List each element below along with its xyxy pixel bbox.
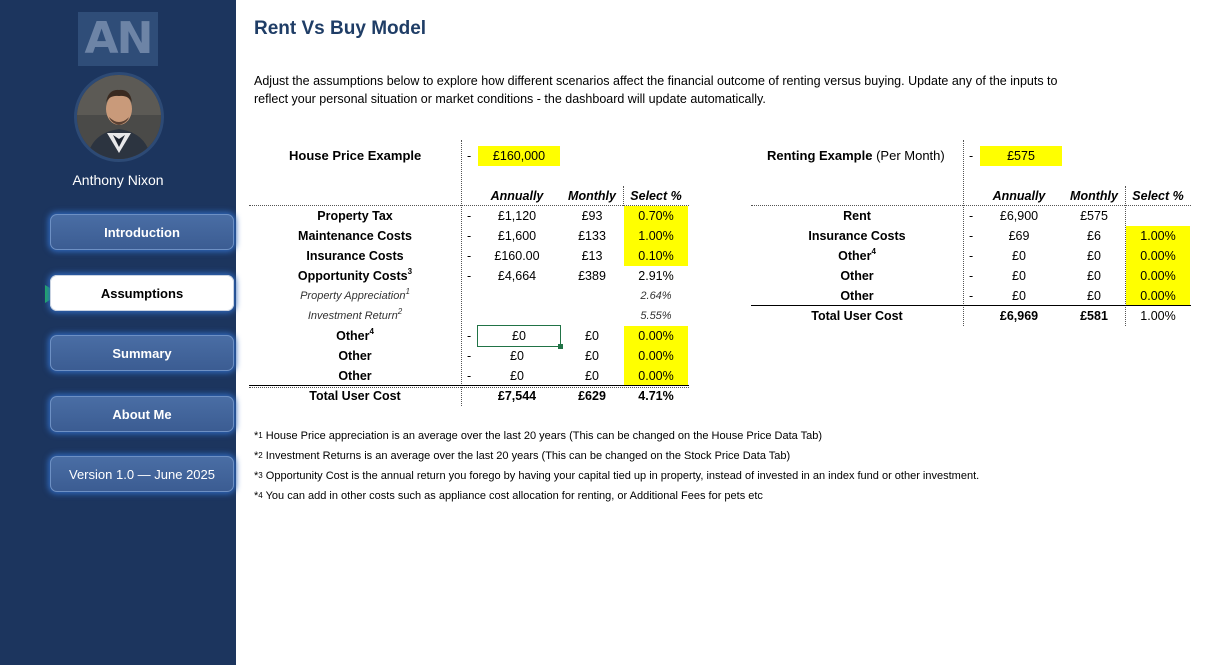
buy-row-annual: £1,600 xyxy=(497,229,537,243)
buy-row-annual: £4,664 xyxy=(497,269,537,283)
footnote xyxy=(254,430,822,442)
footnote-star: * xyxy=(254,470,259,482)
footnote-text: You can add in other costs such as appliance cost allocation for renting, or Additional Fees for pets etc xyxy=(265,490,763,502)
renting-label xyxy=(767,148,945,163)
buy-row-label xyxy=(249,326,461,346)
buy-row-dash: - xyxy=(467,329,472,343)
rent-row-dash: - xyxy=(969,229,974,243)
selected-cell-outline xyxy=(477,325,561,347)
buy-row-dash: - xyxy=(467,369,472,383)
rent-row-label: Other xyxy=(840,289,874,303)
footnote xyxy=(254,450,790,462)
rent-row-monthly: £575 xyxy=(1080,209,1108,223)
buy-total-label: Total User Cost xyxy=(309,389,401,403)
buy-row-monthly: £93 xyxy=(581,209,603,223)
avatar xyxy=(74,72,164,162)
buy-row-label-text: Property Appreciation xyxy=(300,290,406,302)
buy-row-monthly: £0 xyxy=(585,369,599,383)
footnote-marker: 4 xyxy=(871,247,876,256)
nav-introduction-button[interactable]: Introduction xyxy=(50,214,234,250)
logo-text: AN xyxy=(84,13,152,64)
buy-row-label: Insurance Costs xyxy=(306,249,404,263)
rent-row-monthly: £0 xyxy=(1087,249,1101,263)
buy-row-label: Maintenance Costs xyxy=(298,229,412,243)
buy-row-monthly: £13 xyxy=(581,249,603,263)
buy-row-label-text: Opportunity Costs xyxy=(297,269,408,283)
buy-row-dash: - xyxy=(467,209,472,223)
buy-row-annual: £160.00 xyxy=(494,249,540,263)
rent-row-monthly: £6 xyxy=(1087,229,1101,243)
rent-row-pct-input[interactable]: 0.00% xyxy=(1126,286,1190,306)
buy-col-monthly: Monthly xyxy=(568,189,616,203)
rent-header-dash: - xyxy=(969,149,974,163)
rent-total-monthly: £581 xyxy=(1080,309,1108,323)
buy-row-dash: - xyxy=(467,269,472,283)
buy-other-annual-input[interactable]: £0 xyxy=(512,329,526,343)
nav-about-button[interactable]: About Me xyxy=(50,396,234,432)
footnote-marker: 3 xyxy=(407,267,413,276)
buy-row-dash: - xyxy=(467,229,472,243)
buy-divider xyxy=(461,140,462,406)
footnote-marker: 2 xyxy=(397,307,403,316)
rent-row-annual[interactable]: £0 xyxy=(1012,289,1026,303)
footnote-star: * xyxy=(254,450,259,462)
rent-row-dash: - xyxy=(969,289,974,303)
footnote-text: Investment Returns is an average over the last 20 years (This can be changed on the Stock Price Data Tab) xyxy=(265,450,791,462)
footnote-marker: 1 xyxy=(405,287,410,296)
buy-col-annually: Annually xyxy=(490,189,544,203)
rent-row-annual: £69 xyxy=(1008,229,1030,243)
buy-row-dash: - xyxy=(467,349,472,363)
buy-row-pct: 2.91% xyxy=(638,269,674,283)
buy-total-monthly: £629 xyxy=(578,389,606,403)
house-price-label: House Price Example xyxy=(289,148,422,163)
buy-row-pct-input[interactable]: 1.00% xyxy=(624,226,688,246)
buy-row-annual: £1,120 xyxy=(497,209,537,223)
buy-row-monthly: £0 xyxy=(585,349,599,363)
buy-total-annual: £7,544 xyxy=(497,389,537,403)
buy-row-pct-input[interactable]: 0.00% xyxy=(624,346,688,366)
rent-row-dash: - xyxy=(969,249,974,263)
rent-row-label xyxy=(751,246,963,266)
buy-row-pct-input[interactable]: 0.00% xyxy=(624,326,688,346)
rent-col-annually: Annually xyxy=(992,189,1046,203)
buy-row-label xyxy=(249,306,461,326)
buy-row-monthly: £133 xyxy=(578,229,606,243)
rent-row-annual: £6,900 xyxy=(999,209,1039,223)
footnote-text: House Price appreciation is an average over the last 20 years (This can be changed on the House Price Data Tab) xyxy=(265,430,823,442)
footnote-marker: 4 xyxy=(369,327,374,336)
rent-row-pct xyxy=(1126,206,1190,226)
logo xyxy=(78,12,158,66)
house-price-dash: - xyxy=(467,149,472,163)
house-price-input[interactable]: £160,000 xyxy=(478,146,560,166)
buy-col-select: Select % xyxy=(630,189,682,203)
page-title: Rent Vs Buy Model xyxy=(254,18,427,39)
rent-input[interactable]: £575 xyxy=(980,146,1062,166)
rent-row-pct-input[interactable]: 0.00% xyxy=(1126,246,1190,266)
footnote-marker: 2 xyxy=(258,451,263,460)
buy-row-label-text: Investment Return xyxy=(307,310,398,322)
buy-select-divider xyxy=(623,186,624,206)
rent-row-annual[interactable]: £0 xyxy=(1012,269,1026,283)
rent-col-monthly: Monthly xyxy=(1070,189,1118,203)
sidebar xyxy=(0,0,236,665)
buy-total-pct: 4.71% xyxy=(638,389,674,403)
buy-row-pct-input[interactable]: 0.70% xyxy=(624,206,688,226)
user-name: Anthony Nixon xyxy=(72,172,164,188)
buy-row-annual[interactable]: £0 xyxy=(510,369,524,383)
buy-row-dash: - xyxy=(467,249,472,263)
footnote-marker: 4 xyxy=(258,491,263,500)
rent-total-label: Total User Cost xyxy=(811,309,903,323)
rent-total-annual: £6,969 xyxy=(999,309,1039,323)
rent-col-select: Select % xyxy=(1132,189,1184,203)
rent-divider xyxy=(963,140,964,326)
rent-row-dash: - xyxy=(969,209,974,223)
buy-row-label: Other xyxy=(338,369,372,383)
version-button[interactable]: Version 1.0 — June 2025 xyxy=(50,456,234,492)
buy-row-pct-input[interactable]: 0.10% xyxy=(624,246,688,266)
intro-text: Adjust the assumptions below to explore how different scenarios affect the financial outcome of renting versus buying. Update any of the inputs to reflect your personal situation or market conditions - the dashboard will update automatically. xyxy=(254,74,1058,106)
buy-row-monthly: £389 xyxy=(578,269,606,283)
footnote-text: Opportunity Cost is the annual return you forego by having your capital tied up in property, instead of invested in an index fund or other investment. xyxy=(265,470,980,482)
rent-row-label: Rent xyxy=(843,209,871,223)
rent-row-label: Insurance Costs xyxy=(808,229,906,243)
renting-label-text: Renting Example xyxy=(767,148,873,163)
buy-row-label: Other xyxy=(338,349,372,363)
buy-row-monthly: £0 xyxy=(585,329,599,343)
buy-row-pct: 2.64% xyxy=(640,290,672,302)
buy-row-label xyxy=(249,286,461,306)
avatar-portrait-icon xyxy=(77,75,161,159)
nav-assumptions-button[interactable]: Assumptions xyxy=(50,275,234,311)
footnote xyxy=(254,470,979,482)
rent-row-label-text: Other xyxy=(838,249,872,263)
rent-row-pct-input[interactable]: 1.00% xyxy=(1126,226,1190,246)
renting-label-sub: (Per Month) xyxy=(876,148,945,163)
rent-row-pct-input[interactable]: 0.00% xyxy=(1126,266,1190,286)
nav-summary-button[interactable]: Summary xyxy=(50,335,234,371)
footnote-marker: 3 xyxy=(258,471,263,480)
footnote-star: * xyxy=(254,430,259,442)
buy-row-label-text: Other xyxy=(336,329,370,343)
footnote-marker: 1 xyxy=(258,431,263,440)
buy-row-label: Property Tax xyxy=(317,209,393,223)
rent-row-monthly: £0 xyxy=(1087,269,1101,283)
buy-row-annual[interactable]: £0 xyxy=(510,349,524,363)
footnote-star: * xyxy=(254,490,259,502)
rent-row-monthly: £0 xyxy=(1087,289,1101,303)
buy-row-label xyxy=(249,266,461,286)
rent-row-annual[interactable]: £0 xyxy=(1012,249,1026,263)
footnote xyxy=(254,490,763,502)
rent-row-label: Other xyxy=(840,269,874,283)
rent-row-dash: - xyxy=(969,269,974,283)
buy-row-pct-input[interactable]: 0.00% xyxy=(624,366,688,386)
buy-row-pct: 5.55% xyxy=(640,310,672,322)
rent-total-pct: 1.00% xyxy=(1140,309,1176,323)
